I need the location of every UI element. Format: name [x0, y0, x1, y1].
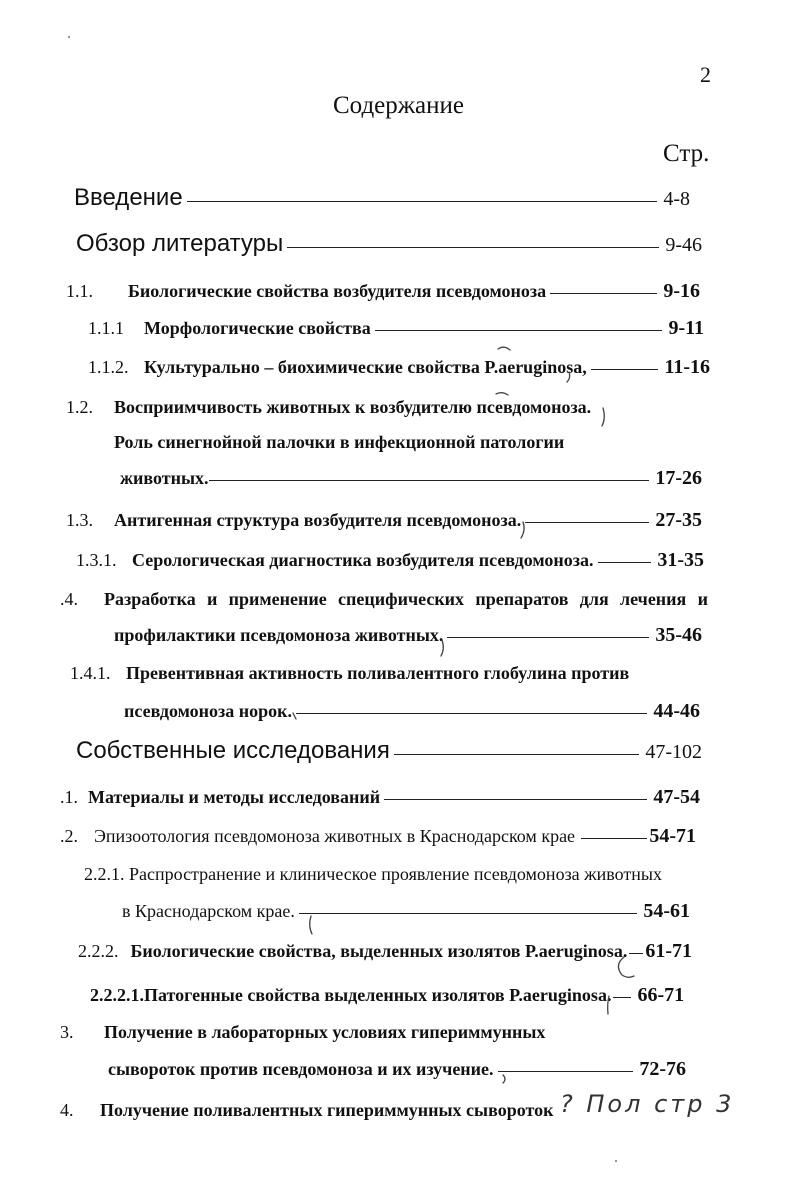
entry-label: Введение: [74, 184, 183, 211]
entry-number: 1.4.1.: [70, 663, 111, 683]
entry-number: 1.1.1: [88, 318, 124, 338]
pen-tick: [602, 408, 604, 426]
entry-pages: 31-35: [657, 549, 704, 571]
pen-tick: [310, 916, 312, 934]
entry-number: 1.1.: [66, 281, 93, 301]
entry-label: Антигенная структура возбудителя псевдомоноза.: [114, 510, 522, 530]
entry-label: Эпизоотология псевдомоноза животных в Краснодарском крае: [94, 826, 576, 846]
entry-label-line1: Восприимчивость животных к возбудителю псевдомоноза.: [114, 397, 592, 417]
entry-pages: 35-46: [655, 624, 702, 646]
entry-label: Биологические свойства возбудителя псевдомоноза: [128, 281, 547, 301]
entry-label: Морфологические свойства: [144, 318, 371, 338]
word: для: [579, 589, 609, 609]
entry-label-line2: сывороток против псевдомоноза и их изучение.: [108, 1059, 494, 1079]
entry-pages: 9-11: [668, 317, 704, 339]
word: лечения: [620, 589, 687, 609]
entry-number: 1.2.: [66, 397, 93, 417]
pen-tick: [496, 393, 508, 395]
entry-label-line1: Получение в лабораторных условиях гипериммунных: [104, 1022, 546, 1042]
entry-label: 2.2.2.1.Патогенные свойства выделенных изолятов P.aeruginosa.: [90, 985, 612, 1005]
entry-number: 3.: [60, 1022, 74, 1042]
page-column-label: Стр.: [663, 140, 710, 167]
entry-number: 2.2.2.: [78, 941, 119, 961]
entry-number: .2.: [60, 826, 78, 846]
word: и: [697, 589, 708, 609]
entry-label-line2: в Краснодарском крае.: [122, 901, 295, 921]
entry-number: 1.3.: [66, 510, 93, 530]
entry-pages: 72-76: [639, 1058, 686, 1080]
entry-pages: 11-16: [664, 356, 710, 378]
entry-pages: 9-46: [665, 234, 702, 256]
pen-tick: [521, 522, 524, 538]
entry-label: Материалы и методы исследований: [88, 787, 381, 807]
entry-pages: 27-35: [655, 509, 702, 531]
entry-pages: 9-16: [663, 280, 700, 302]
entry-label-line2: псевдомоноза норок.: [124, 701, 292, 721]
page-number: 2: [700, 62, 711, 87]
entry-pages: 54-61: [643, 900, 690, 922]
entry-pages: 47-102: [645, 741, 702, 763]
page-title: Содержание: [333, 92, 464, 119]
entry-label: Серологическая диагностика возбудителя псевдомоноза.: [132, 550, 594, 570]
word: препаратов: [475, 589, 569, 609]
entry-number: 4.: [60, 1100, 74, 1120]
entry-label-line2: Роль синегнойной палочки в инфекционной патологии: [114, 432, 565, 452]
pen-tick: [608, 996, 609, 1014]
toc-entry-2-2-1: 2.2.1. Распространение и клиническое проявление псевдомоноза животных: [84, 864, 662, 884]
entry-label: Биологические свойства, выделенных изолятов P.aeruginosa.: [130, 941, 628, 961]
word: Разработка: [104, 589, 196, 609]
pen-tick: [618, 957, 634, 977]
entry-pages: 44-46: [653, 700, 700, 722]
entry-number: .1.: [60, 787, 78, 807]
entry-pages: 66-71: [637, 984, 685, 1006]
pen-tick: [567, 372, 570, 382]
speck: [68, 36, 70, 38]
entry-pages: 47-54: [653, 786, 700, 808]
entry-number: 1.1.2.: [88, 357, 129, 377]
entry-pages: 61-71: [645, 940, 692, 962]
entry-pages: 54-71: [649, 825, 696, 847]
entry-number: 1.3.1.: [76, 550, 117, 570]
entry-label-line1: Превентивная активность поливалентного глобулина против: [126, 663, 630, 683]
speck: [615, 1160, 617, 1162]
entry-label-line2: профилактики псевдомоноза животных.: [114, 625, 444, 645]
pen-tick: [441, 640, 443, 656]
entry-pages: 4-8: [663, 188, 690, 210]
entry-pages: 17-26: [655, 467, 702, 489]
pen-tick: [498, 347, 510, 350]
entry-label: Собственные исследования: [76, 737, 390, 764]
entry-label: Обзор литературы: [76, 230, 284, 257]
entry-label: Культурально – биохимические свойства P.aeruginosa,: [144, 357, 587, 377]
pen-tick: [293, 713, 296, 719]
word: специфических: [338, 589, 465, 609]
word: и: [207, 589, 218, 609]
word: применение: [228, 589, 327, 609]
entry-label: Получение поливалентных гипериммунных сывороток: [100, 1100, 554, 1120]
entry-label-line3: животных.: [120, 468, 209, 488]
entry-number: .4.: [60, 589, 78, 609]
handwritten-note: ? Пол стр 3: [560, 1090, 735, 1118]
pen-tick: [503, 1075, 505, 1083]
